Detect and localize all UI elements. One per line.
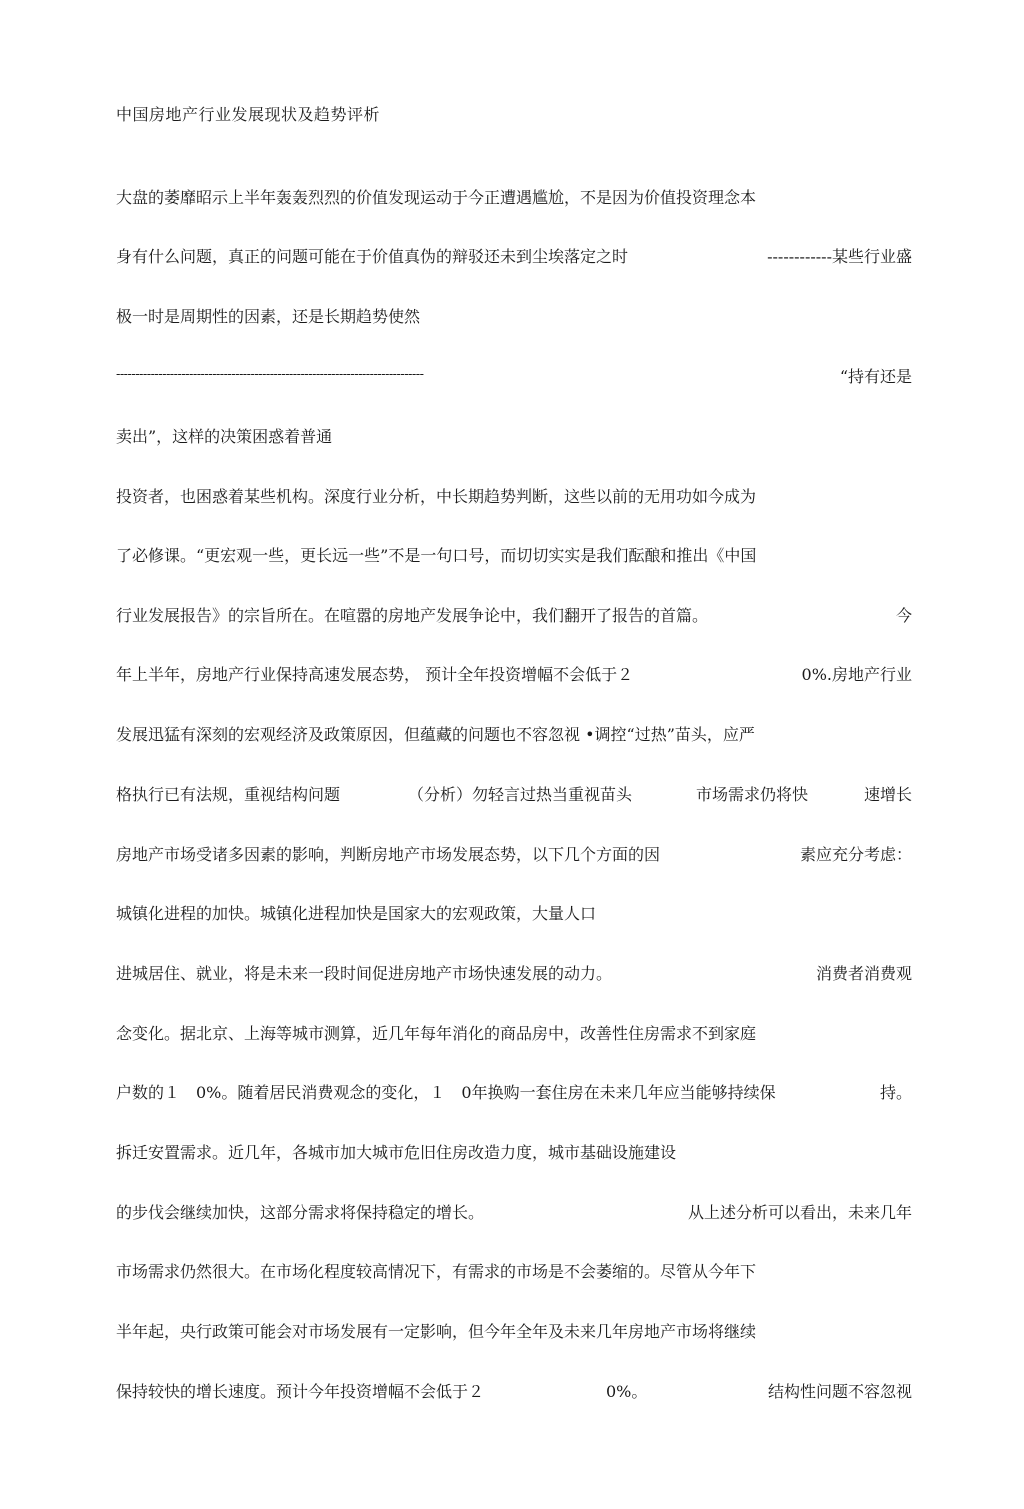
text-line-10 <box>116 722 912 746</box>
line-text-right: 速增长 <box>863 785 912 804</box>
line-text-right: 今 <box>895 606 912 625</box>
text-line-14 <box>116 961 912 985</box>
line-text: 的步伐会继续加快，这部分需求将保持稳定的增长。 <box>116 1203 485 1222</box>
line-text-mid: （分析）勿轻言过热当重视苗头 <box>408 785 633 804</box>
line-text: 拆迁安置需求。近几年，各城市加大城市危旧住房改造力度，城市基础设施建设 <box>116 1143 677 1162</box>
text-line-6 <box>116 484 912 508</box>
line-text: 户数的１ 0%。随着居民消费观念的变化，１ 0年换购一套住房在未来几年应当能够持续保 <box>116 1083 776 1102</box>
line-text-right: ------------某些行业盛 <box>767 247 912 266</box>
text-line-20 <box>116 1319 912 1343</box>
text-line-4 <box>116 364 912 388</box>
text-line-5 <box>116 424 912 448</box>
dash-separator: -------------------------------------------------------------------------------- <box>116 367 424 382</box>
text-line-8 <box>116 603 912 627</box>
text-line-15 <box>116 1021 912 1045</box>
line-text-right: 素应充分考虑： <box>799 845 912 864</box>
line-text-right: 结构性问题不容忽视 <box>767 1382 912 1401</box>
line-text-right: 0%.房地产行业 <box>801 665 912 684</box>
text-line-11 <box>116 782 912 806</box>
text-line-13 <box>116 901 912 925</box>
text-line-1 <box>116 185 912 209</box>
line-text: 年上半年，房地产行业保持高速发展态势， 预计全年投资增幅不会低于２ <box>116 665 634 684</box>
line-text: 市场需求仍然很大。在市场化程度较高情况下，有需求的市场是不会萎缩的。尽管从今年下 <box>116 1262 757 1281</box>
line-text: 卖出”，这样的决策困惑着普通 <box>116 427 333 446</box>
line-text: 房地产市场受诸多因素的影响，判断房地产市场发展态势，以下几个方面的因 <box>116 845 661 864</box>
text-line-3 <box>116 304 912 328</box>
text-line-19 <box>116 1259 912 1283</box>
text-line-7 <box>116 543 912 567</box>
text-line-12 <box>116 842 912 866</box>
line-text: 极一时是周期性的因素，还是长期趋势使然 <box>116 307 421 326</box>
text-line-16 <box>116 1080 912 1104</box>
line-text: 半年起，央行政策可能会对市场发展有一定影响，但今年全年及未来几年房地产市场将继续 <box>116 1322 757 1341</box>
line-text-right: “持有还是 <box>839 367 912 386</box>
line-text: 保持较快的增长速度。预计今年投资增幅不会低于２ <box>116 1382 485 1401</box>
line-text-mid: 市场需求仍将快 <box>696 785 809 804</box>
line-text-mid: 0%。 <box>606 1382 648 1401</box>
text-line-18 <box>116 1200 912 1224</box>
text-line-17 <box>116 1140 912 1164</box>
line-text-right: 持。 <box>879 1083 912 1102</box>
line-text: 身有什么问题，真正的问题可能在于价值真伪的辩驳还未到尘埃落定之时 <box>116 247 629 266</box>
text-line-9 <box>116 662 912 686</box>
line-text: 了必修课。“更宏观一些，更长远一些”不是一句口号，而切切实实是我们酝酿和推出《中国 <box>116 546 757 565</box>
line-text: 格执行已有法规，重视结构问题 <box>116 785 341 804</box>
text-line-2 <box>116 244 912 268</box>
line-text: 发展迅猛有深刻的宏观经济及政策原因，但蕴藏的问题也不容忽视 •调控“过热”苗头，应严 <box>116 725 755 744</box>
line-text: 念变化。据北京、上海等城市测算，近几年每年消化的商品房中，改善性住房需求不到家庭 <box>116 1024 757 1043</box>
line-text-right: 消费者消费观 <box>815 964 912 983</box>
line-text: 行业发展报告》的宗旨所在。在喧嚣的房地产发展争论中，我们翻开了报告的首篇。 <box>116 606 709 625</box>
line-text: 进城居住、就业，将是未来一段时间促进房地产市场快速发展的动力。 <box>116 964 613 983</box>
line-text: 大盘的萎靡昭示上半年轰轰烈烈的价值发现运动于今正遭遇尴尬，不是因为价值投资理念本 <box>116 188 757 207</box>
line-text-right: 从上述分析可以看出，未来几年 <box>687 1203 912 1222</box>
document-title: 中国房地产行业发展现状及趋势评析 <box>116 105 381 124</box>
text-line-21 <box>116 1379 912 1403</box>
line-text: 投资者，也困惑着某些机构。深度行业分析，中长期趋势判断，这些以前的无用功如今成为 <box>116 487 757 506</box>
line-text: 城镇化进程的加快。城镇化进程加快是国家大的宏观政策，大量人口 <box>116 904 597 923</box>
